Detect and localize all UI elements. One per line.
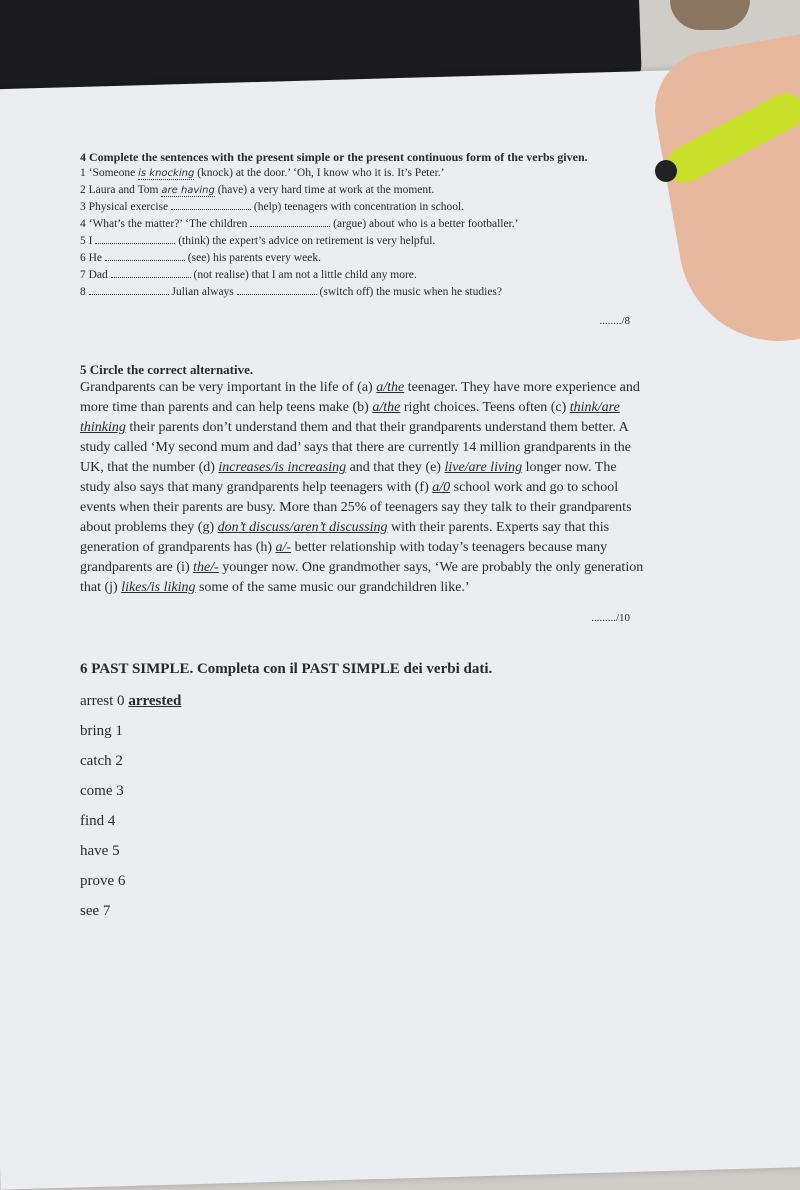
verb-label: prove 6 [80, 873, 126, 889]
paragraph-text: right choices. Teens often (c) [400, 400, 570, 415]
item-text-before: 2 Laura and Tom [80, 184, 159, 196]
alternative-choice[interactable]: think/are thinking [80, 400, 620, 435]
verb-label: catch 2 [80, 753, 123, 769]
pen-cap-end [655, 160, 677, 182]
exercise-4-item [80, 284, 660, 301]
answer-blank: is knocking [138, 168, 195, 179]
item-text-after: (help) teenagers with concentration in school. [253, 201, 465, 213]
answer-blank [89, 284, 169, 295]
paragraph-text: younger now. One grandmother says, ‘We are probably the only generation that (j) [80, 560, 644, 595]
exercise-4-item [80, 182, 660, 199]
alternative-choice[interactable]: a/- [275, 540, 292, 555]
item-text-before: 3 Physical exercise [80, 201, 169, 213]
alternative-choice[interactable]: a/the [376, 380, 405, 395]
answer-blank [111, 267, 191, 278]
verb-label: see 7 [80, 903, 111, 919]
verb-label: come 3 [80, 783, 124, 799]
exercise-6-title: 6 PAST SIMPLE. Completa con il PAST SIMPLE dei verbi dati. [80, 661, 493, 677]
exercise-6-item [80, 686, 660, 716]
answer-blank: are having [161, 185, 215, 196]
worksheet-content [80, 150, 660, 926]
answer-blank [237, 284, 317, 295]
exercise-5-score: ........./10 [591, 612, 630, 624]
paragraph-text: with their parents. Experts say that this generation of grandparents has (h) [80, 520, 610, 555]
exercise-4-item [80, 165, 660, 182]
exercise-4-item [80, 250, 660, 267]
exercise-4-title: 4 Complete the sentences with the present simple or the present continuous form of the verbs given. [80, 150, 588, 164]
answer-blank [171, 199, 251, 210]
item-text-after: (argue) about who is a better footballer.’ [333, 218, 519, 230]
paragraph-text: and that they (e) [346, 460, 445, 475]
item-text-before: 7 Dad [80, 269, 108, 281]
verb-label: find 4 [80, 813, 116, 829]
item-text-after: (knock) at the door.’ ‘Oh, I know who it is. It’s Peter.’ [197, 167, 445, 179]
alternative-choice[interactable]: don’t discuss/aren’t discussing [217, 520, 388, 535]
verb-label: bring 1 [80, 723, 123, 739]
paragraph-text: better relationship with today’s teenagers because many grandparents are (i) [80, 540, 608, 575]
item-text-after: (think) the expert’s advice on retirement is very helpful. [178, 235, 436, 247]
answer-blank [95, 233, 175, 244]
exercise-6-item [80, 806, 660, 836]
answer-blank [250, 216, 330, 227]
paragraph-text: longer now. The study also says that many grandparents help teenagers with (f) [80, 460, 617, 495]
verb-label: have 5 [80, 843, 120, 859]
exercise-4-score: ......../8 [599, 315, 630, 327]
exercise-5-title: 5 Circle the correct alternative. [80, 362, 254, 377]
alternative-choice[interactable]: increases/is increasing [218, 460, 347, 475]
exercise-4-item [80, 216, 660, 233]
alternative-choice[interactable]: live/are living [444, 460, 523, 475]
item-text-before: 8 [80, 286, 86, 298]
exercise-5-paragraph [80, 378, 650, 598]
exercise-6-item [80, 866, 660, 896]
paragraph-text: school work and go to school events when their parents are busy. More than 25% of teenagers say they talk to their grandparents about problems they (g) [80, 480, 632, 535]
exercise-6-item [80, 746, 660, 776]
plush-toy-background [670, 0, 750, 30]
exercise-5 [80, 361, 660, 624]
paragraph-text: some of the same music our grandchildren like.’ [195, 580, 470, 595]
exercise-6-item [80, 716, 660, 746]
exercise-4-items [80, 165, 660, 301]
alternative-choice[interactable]: a/the [372, 400, 401, 415]
paragraph-text: teenager. They have more experience and more time than parents and can help teens make (b) [80, 380, 640, 415]
alternative-choice[interactable]: the/- [193, 560, 219, 575]
alternative-choice[interactable]: a/0 [432, 480, 451, 495]
exercise-4-item [80, 233, 660, 250]
exercise-4-item [80, 199, 660, 216]
verb-label: arrest 0 [80, 693, 125, 709]
exercise-6-items [80, 686, 660, 926]
exercise-4-item [80, 267, 660, 284]
item-text-after: (switch off) the music when he studies? [319, 286, 502, 298]
exercise-4 [80, 150, 660, 327]
item-text-before: 5 I [80, 235, 93, 247]
paragraph-text: their parents don’t understand them and that their grandparents understand them better. A study called ‘My second mum and dad’ says that there are currently 14 million grandparents in the UK, that the number (d) [80, 420, 632, 475]
verb-answer: arrested [128, 693, 182, 709]
item-text-after: (see) his parents every week. [187, 252, 321, 264]
exercise-6-item [80, 776, 660, 806]
paragraph-text: Grandparents can be very important in the life of (a) [80, 380, 377, 395]
exercise-6 [80, 660, 660, 926]
item-text-after: (not realise) that I am not a little child any more. [193, 269, 417, 281]
item-text-after: (have) a very hard time at work at the moment. [217, 184, 435, 196]
item-text-before: 6 He [80, 252, 103, 264]
item-text-after: Julian always [171, 286, 234, 298]
exercise-6-item [80, 896, 660, 926]
alternative-choice[interactable]: likes/is liking [121, 580, 196, 595]
item-text-before: 4 ‘What’s the matter?’ ‘The children [80, 218, 248, 230]
item-text-before: 1 ‘Someone [80, 167, 136, 179]
answer-blank [105, 250, 185, 261]
exercise-6-item [80, 836, 660, 866]
